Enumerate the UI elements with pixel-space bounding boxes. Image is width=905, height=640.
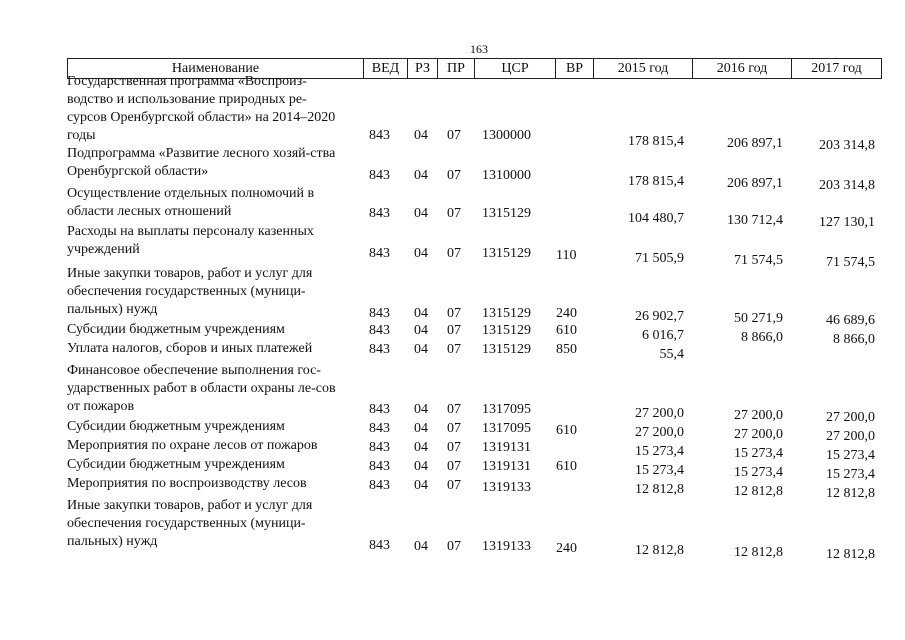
row-csr: 1315129 — [482, 342, 531, 357]
row-2017: 46 689,6 — [826, 313, 875, 328]
row-pr: 07 — [447, 459, 461, 474]
row-name: Субсидии бюджетным учреждениям — [67, 322, 285, 337]
row-ved: 843 — [369, 421, 390, 436]
header-name: Наименование — [68, 59, 364, 78]
row-pr: 07 — [447, 323, 461, 338]
row-csr: 1315129 — [482, 206, 531, 221]
row-vr: 610 — [556, 323, 577, 338]
row-2017: 12 812,8 — [826, 547, 875, 562]
row-vr: 610 — [556, 459, 577, 474]
row-2017: 203 314,8 — [819, 138, 875, 153]
row-2016: 15 273,4 — [734, 465, 783, 480]
page-number: 163 — [470, 42, 488, 56]
row-ved: 843 — [369, 206, 390, 221]
row-2016: 27 200,0 — [734, 408, 783, 423]
header-2017: 2017 год — [811, 61, 862, 76]
row-name: Субсидии бюджетным учреждениям — [67, 457, 285, 472]
row-2016: 206 897,1 — [727, 136, 783, 151]
row-name: Мероприятия по воспроизводству лесов — [67, 476, 307, 491]
row-rz: 04 — [414, 440, 428, 455]
row-ved: 843 — [369, 478, 390, 493]
row-2015: 15 273,4 — [635, 463, 684, 478]
row-2016: 8 866,0 — [741, 330, 783, 345]
row-2015: 104 480,7 — [628, 211, 684, 226]
row-pr: 07 — [447, 539, 461, 554]
row-2015: 27 200,0 — [635, 406, 684, 421]
row-rz: 04 — [414, 402, 428, 417]
row-rz: 04 — [414, 478, 428, 493]
row-2015: 6 016,7 — [642, 328, 684, 343]
row-csr: 1310000 — [482, 168, 531, 183]
row-2015: 12 812,8 — [635, 543, 684, 558]
header-2015: 2015 год — [594, 59, 693, 78]
row-name: Мероприятия по охране лесов от пожаров — [67, 438, 318, 453]
row-csr: 1315129 — [482, 246, 531, 261]
row-2016: 27 200,0 — [734, 427, 783, 442]
row-rz: 04 — [414, 128, 428, 143]
row-csr: 1315129 — [482, 306, 531, 321]
row-rz: 04 — [414, 306, 428, 321]
header-ved: ВЕД — [364, 59, 408, 78]
row-ved: 843 — [369, 323, 390, 338]
row-2017: 8 866,0 — [833, 332, 875, 347]
row-rz: 04 — [414, 342, 428, 357]
row-rz: 04 — [414, 459, 428, 474]
row-2015: 178 815,4 — [628, 174, 684, 189]
row-rz: 04 — [414, 168, 428, 183]
row-ved: 843 — [369, 538, 390, 553]
row-rz: 04 — [414, 246, 428, 261]
row-csr: 1319131 — [482, 459, 531, 474]
row-2017: 12 812,8 — [826, 486, 875, 501]
row-rz: 04 — [414, 539, 428, 554]
row-2016: 50 271,9 — [734, 311, 783, 326]
row-ved: 843 — [369, 246, 390, 261]
row-2015: 27 200,0 — [635, 425, 684, 440]
row-ved: 843 — [369, 168, 390, 183]
header-2016: 2016 год — [693, 59, 792, 78]
row-2017: 27 200,0 — [826, 429, 875, 444]
row-csr: 1317095 — [482, 421, 531, 436]
row-name: Иные закупки товаров, работ и услуг для обеспечения государственных (муници-пальных) нужд — [67, 266, 313, 317]
row-vr: 240 — [556, 306, 577, 321]
header-csr: ЦСР — [475, 59, 556, 78]
row-2015: 26 902,7 — [635, 309, 684, 324]
row-name: Иные закупки товаров, работ и услуг для обеспечения государственных (муници-пальных) нужд — [67, 498, 313, 549]
row-ved: 843 — [369, 440, 390, 455]
row-2015: 55,4 — [659, 347, 684, 362]
row-2017: 15 273,4 — [826, 467, 875, 482]
row-rz: 04 — [414, 421, 428, 436]
row-name: Государственная программа «Воспроиз-водство и использование природных ре-сурсов Оренбургской области» на 2014–2020 годы — [67, 74, 336, 143]
row-csr: 1319131 — [482, 440, 531, 455]
row-pr: 07 — [447, 206, 461, 221]
row-pr: 07 — [447, 246, 461, 261]
row-2016: 12 812,8 — [734, 484, 783, 499]
row-pr: 07 — [447, 478, 461, 493]
row-pr: 07 — [447, 168, 461, 183]
row-name: Расходы на выплаты персоналу казенных учреждений — [67, 224, 314, 257]
row-ved: 843 — [369, 402, 390, 417]
row-csr: 1317095 — [482, 402, 531, 417]
row-2015: 15 273,4 — [635, 444, 684, 459]
row-ved: 843 — [369, 128, 390, 143]
row-2015: 71 505,9 — [635, 251, 684, 266]
row-2015: 178 815,4 — [628, 134, 684, 149]
row-2016: 71 574,5 — [734, 253, 783, 268]
row-rz: 04 — [414, 206, 428, 221]
row-csr: 1315129 — [482, 323, 531, 338]
row-2016: 15 273,4 — [734, 446, 783, 461]
row-vr: 850 — [556, 342, 577, 357]
row-2015: 12 812,8 — [635, 482, 684, 497]
row-2016: 206 897,1 — [727, 176, 783, 191]
row-pr: 07 — [447, 128, 461, 143]
row-ved: 843 — [369, 342, 390, 357]
row-csr: 1319133 — [482, 539, 531, 554]
row-name: Уплата налогов, сборов и иных платежей — [67, 341, 313, 356]
row-name: Подпрограмма «Развитие лесного хозяй-ства Оренбургской области» — [67, 146, 336, 179]
row-vr: 240 — [556, 541, 577, 556]
row-ved: 843 — [369, 459, 390, 474]
row-2017: 203 314,8 — [819, 178, 875, 193]
row-name: Осуществление отдельных полномочий в области лесных отношений — [67, 186, 315, 219]
row-2016: 12 812,8 — [734, 545, 783, 560]
row-pr: 07 — [447, 342, 461, 357]
row-2016: 130 712,4 — [727, 213, 783, 228]
row-2017: 71 574,5 — [826, 255, 875, 270]
row-name: Финансовое обеспечение выполнения гос-ударственных работ в области охраны ле-сов от пожаров — [67, 363, 336, 414]
row-csr: 1300000 — [482, 128, 531, 143]
row-pr: 07 — [447, 402, 461, 417]
row-vr: 610 — [556, 423, 577, 438]
row-csr: 1319133 — [482, 480, 531, 495]
row-vr: 110 — [556, 248, 577, 263]
row-2017: 27 200,0 — [826, 410, 875, 425]
row-rz: 04 — [414, 323, 428, 338]
row-2017: 127 130,1 — [819, 215, 875, 230]
row-pr: 07 — [447, 440, 461, 455]
row-2017: 15 273,4 — [826, 448, 875, 463]
row-pr: 07 — [447, 306, 461, 321]
row-name: Субсидии бюджетным учреждениям — [67, 419, 285, 434]
header-vr: ВР — [556, 59, 594, 78]
header-pr: ПР — [438, 59, 475, 78]
row-ved: 843 — [369, 306, 390, 321]
header-rz: РЗ — [408, 59, 438, 78]
row-pr: 07 — [447, 421, 461, 436]
